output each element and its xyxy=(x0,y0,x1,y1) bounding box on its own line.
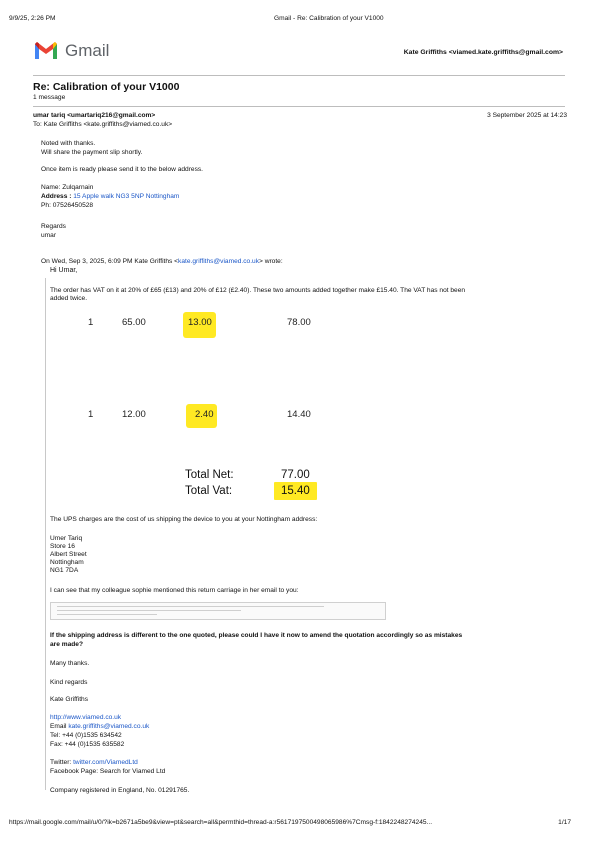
quote-bar xyxy=(45,278,46,790)
ship-address-line-4: Nottingham xyxy=(50,559,84,566)
row-2-qty: 1 xyxy=(88,409,94,420)
print-url: https://mail.google.com/mail/u/0/?ik=b2671a5be9&view=pt&search=all&permthid=thread-a:r5617197500498065986%7Cmsg-f:1842248274245... xyxy=(9,819,433,826)
address-link[interactable]: 15 Apple walk NG3 5NP Nottingham xyxy=(73,193,180,200)
total-net-value: 77.00 xyxy=(281,469,310,481)
fax-line: Fax: +44 (0)1535 635582 xyxy=(50,741,125,748)
total-vat-label: Total Vat: xyxy=(185,485,233,497)
row-1-vat: 13.00 xyxy=(188,317,212,328)
colleague-paragraph: I can see that my colleague sophie mentioned this return carriage in her email to you: xyxy=(50,587,299,594)
tel-line: Tel: +44 (0)1535 634542 xyxy=(50,732,122,739)
quoted-attribution: On Wed, Sep 3, 2025, 6:09 PM Kate Griffiths <kate.griffiths@viamed.co.uk> wrote: xyxy=(41,258,283,265)
gmail-logo-icon xyxy=(33,40,59,60)
quoted-greeting: Hi Umar, xyxy=(50,267,78,274)
shipping-question-line-2: are made? xyxy=(50,641,83,648)
row-1-price: 65.00 xyxy=(122,317,146,328)
ship-address-line-5: NG1 7DA xyxy=(50,567,79,574)
ship-address-line-2: Store 16 xyxy=(50,543,75,550)
row-1-qty: 1 xyxy=(88,317,94,328)
message-count: 1 message xyxy=(33,94,66,101)
body-line-regards: Regards xyxy=(41,223,66,230)
quoted-attribution-email[interactable]: kate.griffiths@viamed.co.uk xyxy=(178,258,260,265)
total-vat-value: 15.40 xyxy=(281,485,310,497)
thanks-line: Many thanks. xyxy=(50,660,90,667)
twitter-line: Twitter: twitter.com/ViamedLtd xyxy=(50,759,138,766)
twitter-link[interactable]: twitter.com/ViamedLtd xyxy=(73,759,138,766)
vat-paragraph-line-1: The order has VAT on it at 20% of £65 (£13) and 20% of £12 (£2.40). These two amounts added together make £15.40. The VAT has not been xyxy=(50,287,466,294)
email-line: Email kate.griffiths@viamed.co.uk xyxy=(50,723,150,730)
row-2-total: 14.40 xyxy=(287,409,311,420)
shipping-question-line-1: If the shipping address is different to the one quoted, please could I have it now to amend the quotation accordingly so as mistakes xyxy=(50,632,463,639)
vat-paragraph-line-2: added twice. xyxy=(50,295,88,302)
ups-paragraph: The UPS charges are the cost of us shipping the device to you at your Nottingham address: xyxy=(50,516,318,523)
thread-subject: Re: Calibration of your V1000 xyxy=(33,81,180,93)
body-line-name: Name: Zulqarnain xyxy=(41,184,94,191)
body-line-address xyxy=(41,193,179,201)
facebook-line: Facebook Page: Search for Viamed Ltd xyxy=(50,768,166,775)
body-line-ready: Once item is ready please send it to the below address. xyxy=(41,166,204,173)
account-label: Kate Griffiths <viamed.kate.griffiths@gmail.com> xyxy=(403,49,563,56)
message-to: To: Kate Griffiths <kate.griffiths@viamed.co.uk> xyxy=(33,121,173,128)
subject-divider xyxy=(33,106,565,107)
body-line-signature: umar xyxy=(41,232,57,239)
signer-name: Kate Griffiths xyxy=(50,696,88,703)
message-date: 3 September 2025 at 14:23 xyxy=(487,112,567,119)
header-divider xyxy=(33,75,565,76)
kind-regards-line: Kind regards xyxy=(50,679,88,686)
address-label: Address : xyxy=(41,193,74,200)
row-2-vat: 2.40 xyxy=(195,409,214,420)
embedded-email-screenshot xyxy=(50,602,386,620)
print-page-title: Gmail - Re: Calibration of your V1000 xyxy=(274,15,384,22)
print-page-number: 1/17 xyxy=(558,819,571,826)
body-line-noted: Noted with thanks. xyxy=(41,140,96,147)
print-date: 9/9/25, 2:26 PM xyxy=(9,15,56,22)
ship-address-line-1: Umer Tariq xyxy=(50,535,83,542)
row-1-total: 78.00 xyxy=(287,317,311,328)
company-line: Company registered in England, No. 01291765. xyxy=(50,787,190,794)
message-from[interactable]: umar tariq <umartariq216@gmail.com> xyxy=(33,112,156,119)
row-2-price: 12.00 xyxy=(122,409,146,420)
body-line-phone: Ph: 07526450528 xyxy=(41,202,94,209)
body-line-payment: Will share the payment slip shortly. xyxy=(41,149,143,156)
total-net-label: Total Net: xyxy=(185,469,234,481)
gmail-logo-text: Gmail xyxy=(65,41,110,60)
signature-email-link[interactable]: kate.griffiths@viamed.co.uk xyxy=(68,723,150,730)
ship-address-line-3: Albert Street xyxy=(50,551,87,558)
website-link[interactable]: http://www.viamed.co.uk xyxy=(50,714,122,721)
